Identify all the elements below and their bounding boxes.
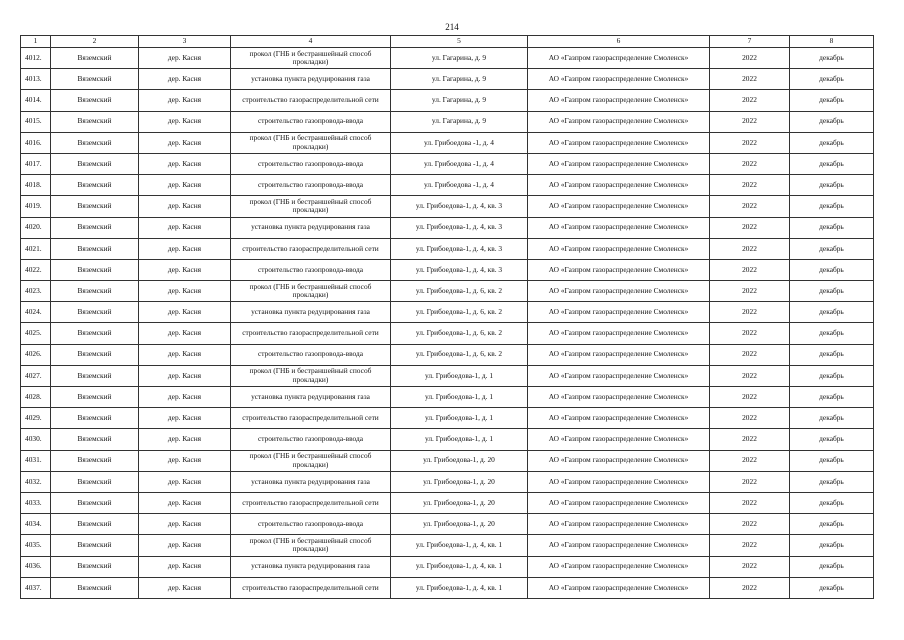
year-cell: 2022 [710,259,790,280]
district-cell: Вяземский [51,48,139,69]
month-cell: декабрь [790,111,874,132]
organization-cell: АО «Газпром газораспределение Смоленск» [528,365,710,386]
year-cell: 2022 [710,302,790,323]
column-number-header: 5 [391,36,528,48]
year-cell: 2022 [710,387,790,408]
row-number-cell: 4012. [21,48,51,69]
row-number-cell: 4020. [21,217,51,238]
row-number-cell: 4036. [21,556,51,577]
organization-cell: АО «Газпром газораспределение Смоленск» [528,196,710,217]
work-type-cell: установка пункта редуцирования газа [231,69,391,90]
month-cell: декабрь [790,259,874,280]
month-cell: декабрь [790,450,874,471]
row-number-cell: 4022. [21,259,51,280]
month-cell: декабрь [790,344,874,365]
settlement-cell: дер. Касня [139,450,231,471]
district-cell: Вяземский [51,259,139,280]
organization-cell: АО «Газпром газораспределение Смоленск» [528,48,710,69]
settlement-cell: дер. Касня [139,492,231,513]
table-row [21,217,874,238]
year-cell: 2022 [710,132,790,153]
row-number-cell: 4037. [21,577,51,598]
settlement-cell: дер. Касня [139,344,231,365]
settlement-cell: дер. Касня [139,535,231,556]
settlement-cell: дер. Касня [139,471,231,492]
row-number-cell: 4014. [21,90,51,111]
year-cell: 2022 [710,90,790,111]
district-cell: Вяземский [51,387,139,408]
organization-cell: АО «Газпром газораспределение Смоленск» [528,259,710,280]
work-type-cell: строительство газопровода-ввода [231,514,391,535]
row-number-cell: 4028. [21,387,51,408]
organization-cell: АО «Газпром газораспределение Смоленск» [528,471,710,492]
work-type-cell: строительство газораспределительной сети [231,323,391,344]
work-type-cell: прокол (ГНБ и бестраншейный способ прокладки) [231,535,391,556]
address-cell: ул. Грибоедова-1, д. 6, кв. 2 [391,323,528,344]
work-type-cell: прокол (ГНБ и бестраншейный способ прокладки) [231,365,391,386]
row-number-cell: 4032. [21,471,51,492]
table-row [21,535,874,556]
work-type-cell: установка пункта редуцирования газа [231,387,391,408]
organization-cell: АО «Газпром газораспределение Смоленск» [528,90,710,111]
organization-cell: АО «Газпром газораспределение Смоленск» [528,238,710,259]
month-cell: декабрь [790,387,874,408]
row-number-cell: 4019. [21,196,51,217]
table-row [21,69,874,90]
settlement-cell: дер. Касня [139,90,231,111]
column-number-header: 2 [51,36,139,48]
row-number-cell: 4018. [21,175,51,196]
month-cell: декабрь [790,196,874,217]
work-type-cell: прокол (ГНБ и бестраншейный способ прокладки) [231,281,391,302]
column-number-header: 1 [21,36,51,48]
organization-cell: АО «Газпром газораспределение Смоленск» [528,556,710,577]
district-cell: Вяземский [51,556,139,577]
organization-cell: АО «Газпром газораспределение Смоленск» [528,175,710,196]
address-cell: ул. Грибоедова-1, д. 20 [391,450,528,471]
settlement-cell: дер. Касня [139,365,231,386]
district-cell: Вяземский [51,577,139,598]
settlement-cell: дер. Касня [139,196,231,217]
organization-cell: АО «Газпром газораспределение Смоленск» [528,577,710,598]
year-cell: 2022 [710,344,790,365]
month-cell: декабрь [790,471,874,492]
district-cell: Вяземский [51,217,139,238]
address-cell: ул. Грибоедова-1, д. 1 [391,408,528,429]
row-number-cell: 4030. [21,429,51,450]
district-cell: Вяземский [51,302,139,323]
settlement-cell: дер. Касня [139,514,231,535]
table-row [21,471,874,492]
address-cell: ул. Грибоедова-1, д. 6, кв. 2 [391,302,528,323]
settlement-cell: дер. Касня [139,302,231,323]
year-cell: 2022 [710,217,790,238]
organization-cell: АО «Газпром газораспределение Смоленск» [528,514,710,535]
month-cell: декабрь [790,492,874,513]
settlement-cell: дер. Касня [139,408,231,429]
address-cell: ул. Гагарина, д. 9 [391,48,528,69]
settlement-cell: дер. Касня [139,238,231,259]
address-cell: ул. Грибоедова -1, д. 4 [391,153,528,174]
district-cell: Вяземский [51,90,139,111]
table-row [21,514,874,535]
year-cell: 2022 [710,429,790,450]
table-row [21,302,874,323]
row-number-cell: 4031. [21,450,51,471]
table-row [21,492,874,513]
organization-cell: АО «Газпром газораспределение Смоленск» [528,153,710,174]
month-cell: декабрь [790,514,874,535]
table-row [21,259,874,280]
settlement-cell: дер. Касня [139,323,231,344]
district-cell: Вяземский [51,365,139,386]
work-type-cell: установка пункта редуцирования газа [231,556,391,577]
district-cell: Вяземский [51,344,139,365]
organization-cell: АО «Газпром газораспределение Смоленск» [528,429,710,450]
year-cell: 2022 [710,238,790,259]
year-cell: 2022 [710,535,790,556]
year-cell: 2022 [710,69,790,90]
year-cell: 2022 [710,365,790,386]
table-row [21,90,874,111]
month-cell: декабрь [790,153,874,174]
month-cell: декабрь [790,429,874,450]
work-type-cell: прокол (ГНБ и бестраншейный способ прокладки) [231,48,391,69]
district-cell: Вяземский [51,471,139,492]
address-cell: ул. Грибоедова-1, д. 1 [391,365,528,386]
district-cell: Вяземский [51,408,139,429]
gasification-schedule-table [20,35,874,599]
column-number-header: 4 [231,36,391,48]
work-type-cell: прокол (ГНБ и бестраншейный способ прокладки) [231,196,391,217]
address-cell: ул. Грибоедова-1, д. 4, кв. 3 [391,238,528,259]
settlement-cell: дер. Касня [139,577,231,598]
district-cell: Вяземский [51,323,139,344]
address-cell: ул. Гагарина, д. 9 [391,69,528,90]
work-type-cell: установка пункта редуцирования газа [231,302,391,323]
work-type-cell: строительство газопровода-ввода [231,111,391,132]
table-row [21,132,874,153]
table-row [21,111,874,132]
row-number-cell: 4016. [21,132,51,153]
row-number-cell: 4029. [21,408,51,429]
year-cell: 2022 [710,556,790,577]
settlement-cell: дер. Касня [139,556,231,577]
month-cell: декабрь [790,217,874,238]
row-number-cell: 4025. [21,323,51,344]
district-cell: Вяземский [51,535,139,556]
address-cell: ул. Грибоедова -1, д. 4 [391,132,528,153]
work-type-cell: установка пункта редуцирования газа [231,217,391,238]
table-row [21,577,874,598]
table-row [21,281,874,302]
address-cell: ул. Грибоедова-1, д. 1 [391,387,528,408]
table-row [21,450,874,471]
organization-cell: АО «Газпром газораспределение Смоленск» [528,492,710,513]
row-number-cell: 4034. [21,514,51,535]
table-row [21,387,874,408]
address-cell: ул. Грибоедова-1, д. 4, кв. 3 [391,196,528,217]
row-number-cell: 4026. [21,344,51,365]
organization-cell: АО «Газпром газораспределение Смоленск» [528,387,710,408]
organization-cell: АО «Газпром газораспределение Смоленск» [528,281,710,302]
row-number-cell: 4023. [21,281,51,302]
month-cell: декабрь [790,132,874,153]
work-type-cell: строительство газопровода-ввода [231,344,391,365]
address-cell: ул. Грибоедова-1, д. 20 [391,471,528,492]
year-cell: 2022 [710,153,790,174]
month-cell: декабрь [790,535,874,556]
address-cell: ул. Грибоедова -1, д. 4 [391,175,528,196]
table-row [21,175,874,196]
month-cell: декабрь [790,48,874,69]
district-cell: Вяземский [51,281,139,302]
district-cell: Вяземский [51,69,139,90]
page-number: 214 [445,22,459,32]
row-number-cell: 4027. [21,365,51,386]
row-number-cell: 4021. [21,238,51,259]
year-cell: 2022 [710,514,790,535]
work-type-cell: строительство газопровода-ввода [231,259,391,280]
year-cell: 2022 [710,408,790,429]
organization-cell: АО «Газпром газораспределение Смоленск» [528,111,710,132]
settlement-cell: дер. Касня [139,153,231,174]
table-row [21,196,874,217]
year-cell: 2022 [710,111,790,132]
table-row [21,238,874,259]
month-cell: декабрь [790,323,874,344]
district-cell: Вяземский [51,132,139,153]
year-cell: 2022 [710,48,790,69]
table-row [21,48,874,69]
address-cell: ул. Гагарина, д. 9 [391,111,528,132]
month-cell: декабрь [790,365,874,386]
settlement-cell: дер. Касня [139,175,231,196]
district-cell: Вяземский [51,175,139,196]
work-type-cell: прокол (ГНБ и бестраншейный способ прокладки) [231,450,391,471]
district-cell: Вяземский [51,450,139,471]
organization-cell: АО «Газпром газораспределение Смоленск» [528,450,710,471]
column-number-row [21,36,874,48]
work-type-cell: строительство газораспределительной сети [231,90,391,111]
settlement-cell: дер. Касня [139,429,231,450]
work-type-cell: строительство газораспределительной сети [231,577,391,598]
column-number-header: 3 [139,36,231,48]
settlement-cell: дер. Касня [139,259,231,280]
organization-cell: АО «Газпром газораспределение Смоленск» [528,323,710,344]
row-number-cell: 4024. [21,302,51,323]
organization-cell: АО «Газпром газораспределение Смоленск» [528,344,710,365]
month-cell: декабрь [790,577,874,598]
month-cell: декабрь [790,90,874,111]
address-cell: ул. Грибоедова-1, д. 4, кв. 3 [391,259,528,280]
column-number-header: 6 [528,36,710,48]
district-cell: Вяземский [51,514,139,535]
table-row [21,556,874,577]
address-cell: ул. Грибоедова-1, д. 6, кв. 2 [391,281,528,302]
district-cell: Вяземский [51,492,139,513]
year-cell: 2022 [710,577,790,598]
address-cell: ул. Грибоедова-1, д. 20 [391,492,528,513]
month-cell: декабрь [790,238,874,259]
address-cell: ул. Грибоедова-1, д. 4, кв. 1 [391,577,528,598]
work-type-cell: строительство газораспределительной сети [231,408,391,429]
year-cell: 2022 [710,471,790,492]
organization-cell: АО «Газпром газораспределение Смоленск» [528,302,710,323]
month-cell: декабрь [790,556,874,577]
work-type-cell: прокол (ГНБ и бестраншейный способ прокладки) [231,132,391,153]
organization-cell: АО «Газпром газораспределение Смоленск» [528,217,710,238]
work-type-cell: строительство газораспределительной сети [231,492,391,513]
work-type-cell: строительство газопровода-ввода [231,175,391,196]
table-row [21,153,874,174]
column-number-header: 7 [710,36,790,48]
column-number-header: 8 [790,36,874,48]
settlement-cell: дер. Касня [139,281,231,302]
work-type-cell: установка пункта редуцирования газа [231,471,391,492]
year-cell: 2022 [710,175,790,196]
address-cell: ул. Гагарина, д. 9 [391,90,528,111]
district-cell: Вяземский [51,153,139,174]
settlement-cell: дер. Касня [139,48,231,69]
address-cell: ул. Грибоедова-1, д. 1 [391,429,528,450]
address-cell: ул. Грибоедова-1, д. 4, кв. 1 [391,556,528,577]
work-type-cell: строительство газораспределительной сети [231,238,391,259]
address-cell: ул. Грибоедова-1, д. 6, кв. 2 [391,344,528,365]
row-number-cell: 4015. [21,111,51,132]
organization-cell: АО «Газпром газораспределение Смоленск» [528,69,710,90]
address-cell: ул. Грибоедова-1, д. 4, кв. 3 [391,217,528,238]
district-cell: Вяземский [51,196,139,217]
year-cell: 2022 [710,492,790,513]
settlement-cell: дер. Касня [139,387,231,408]
year-cell: 2022 [710,281,790,302]
year-cell: 2022 [710,196,790,217]
address-cell: ул. Грибоедова-1, д. 20 [391,514,528,535]
work-type-cell: строительство газопровода-ввода [231,153,391,174]
row-number-cell: 4017. [21,153,51,174]
month-cell: декабрь [790,281,874,302]
month-cell: декабрь [790,69,874,90]
month-cell: декабрь [790,302,874,323]
row-number-cell: 4035. [21,535,51,556]
row-number-cell: 4013. [21,69,51,90]
address-cell: ул. Грибоедова-1, д. 4, кв. 1 [391,535,528,556]
work-type-cell: строительство газопровода-ввода [231,429,391,450]
district-cell: Вяземский [51,238,139,259]
year-cell: 2022 [710,323,790,344]
settlement-cell: дер. Касня [139,217,231,238]
settlement-cell: дер. Касня [139,132,231,153]
organization-cell: АО «Газпром газораспределение Смоленск» [528,132,710,153]
table-row [21,408,874,429]
table-row [21,323,874,344]
district-cell: Вяземский [51,429,139,450]
table-row [21,344,874,365]
year-cell: 2022 [710,450,790,471]
month-cell: декабрь [790,175,874,196]
month-cell: декабрь [790,408,874,429]
district-cell: Вяземский [51,111,139,132]
organization-cell: АО «Газпром газораспределение Смоленск» [528,408,710,429]
table-row [21,429,874,450]
settlement-cell: дер. Касня [139,69,231,90]
settlement-cell: дер. Касня [139,111,231,132]
organization-cell: АО «Газпром газораспределение Смоленск» [528,535,710,556]
row-number-cell: 4033. [21,492,51,513]
table-row [21,365,874,386]
